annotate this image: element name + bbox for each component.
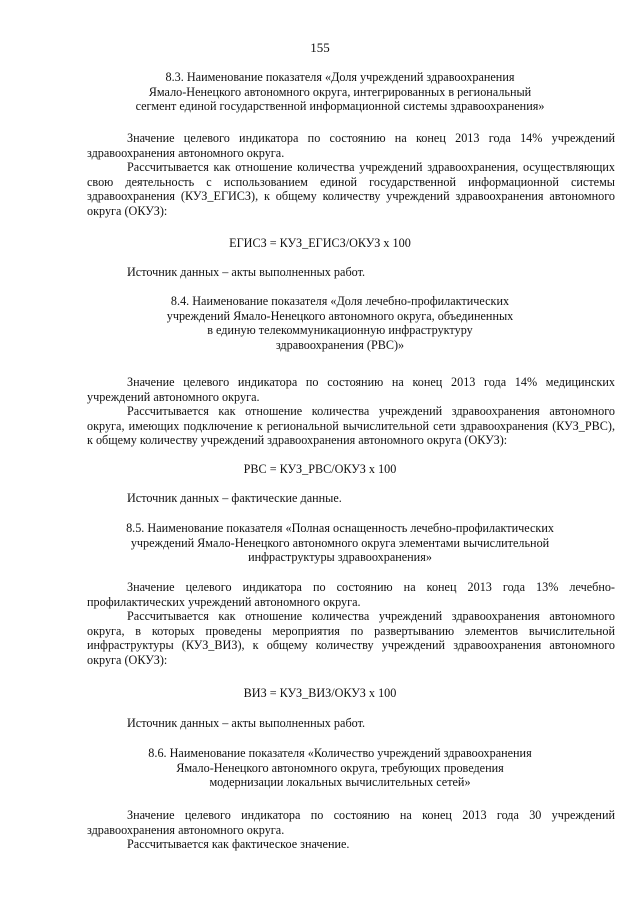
heading-line: 8.6. Наименование показателя «Количество учреждений здравоохранения xyxy=(148,746,532,760)
heading-line: 8.3. Наименование показателя «Доля учреждений здравоохранения xyxy=(165,70,515,84)
formula-viz: ВИЗ = КУЗ_ВИЗ/ОКУЗ х 100 xyxy=(243,686,397,700)
heading-line: в единую телекоммуникационную инфраструктуру xyxy=(207,323,473,338)
heading-line: 8.4. Наименование показателя «Доля лечебно-профилактических xyxy=(170,294,510,308)
section-heading-8-6 xyxy=(40,746,640,790)
paragraph: Рассчитывается как фактическое значение. xyxy=(127,837,350,852)
section-body-8-4 xyxy=(87,375,615,448)
section-heading-8-4 xyxy=(40,294,640,352)
formula-rvs: РВС = КУЗ_РВС/ОКУЗ х 100 xyxy=(243,462,397,476)
paragraph: Значение целевого индикатора по состоянию на конец 2013 года 30 учреждений здравоохранения автономного округа. xyxy=(87,808,615,837)
section-body-8-5 xyxy=(87,580,615,668)
heading-line: модернизации локальных вычислительных сетей» xyxy=(209,775,471,790)
heading-line: сегмент единой государственной информационной системы здравоохранения» xyxy=(135,99,545,114)
section-body-8-3 xyxy=(87,131,615,219)
section-heading-8-5 xyxy=(40,521,640,565)
paragraph: Рассчитывается как отношение количества учреждений здравоохранения автономного округа, в которых проведены мероприятия по развертыванию элементов вычислительной инфраструктуры (КУЗ_ВИЗ), к общему количеству учреждений здравоохранения автономного округа (ОКУЗ): xyxy=(87,609,615,667)
heading-line: 8.5. Наименование показателя «Полная оснащенность лечебно-профилактических xyxy=(126,521,554,535)
data-source: Источник данных – акты выполненных работ. xyxy=(127,716,366,730)
data-source: Источник данных – акты выполненных работ. xyxy=(127,265,366,279)
heading-line: здравоохранения (РВС)» xyxy=(275,337,405,352)
heading-line: Ямало-Ненецкого автономного округа, требующих проведения xyxy=(176,760,504,775)
section-heading-8-3 xyxy=(40,70,640,114)
heading-line: учреждений Ямало-Ненецкого автономного округа, объединенных xyxy=(166,308,514,323)
formula-egisz: ЕГИСЗ = КУЗ_ЕГИСЗ/ОКУЗ х 100 xyxy=(229,236,411,250)
paragraph: Рассчитывается как отношение количества учреждений здравоохранения, осуществляющих свою деятельность с использованием единой государственной информационной системы здравоохранения (КУЗ_ЕГИСЗ), к общему количеству учреждений здравоохранения автономного округа (ОКУЗ): xyxy=(87,160,615,218)
page-number: 155 xyxy=(310,40,330,55)
paragraph: Рассчитывается как отношение количества учреждений здравоохранения автономного округа, имеющих подключение к региональной вычислительной сети здравоохранения (КУЗ_РВС), к общему количеству учреждений здравоохранения автономного округа (ОКУЗ): xyxy=(87,404,615,448)
paragraph: Значение целевого индикатора по состоянию на конец 2013 года 14% медицинских учреждений автономного округа. xyxy=(87,375,615,404)
paragraph: Значение целевого индикатора по состоянию на конец 2013 года 13% лечебно-профилактических учреждений автономного округа. xyxy=(87,580,615,609)
heading-line: учреждений Ямало-Ненецкого автономного округа элементами вычислительной xyxy=(130,535,550,550)
heading-line: инфраструктуры здравоохранения» xyxy=(248,550,432,565)
section-body-8-6 xyxy=(87,808,615,852)
heading-line: Ямало-Ненецкого автономного округа, интегрированных в региональный xyxy=(148,84,532,99)
data-source: Источник данных – фактические данные. xyxy=(127,491,342,505)
paragraph: Значение целевого индикатора по состоянию на конец 2013 года 14% учреждений здравоохранения автономного округа. xyxy=(87,131,615,160)
